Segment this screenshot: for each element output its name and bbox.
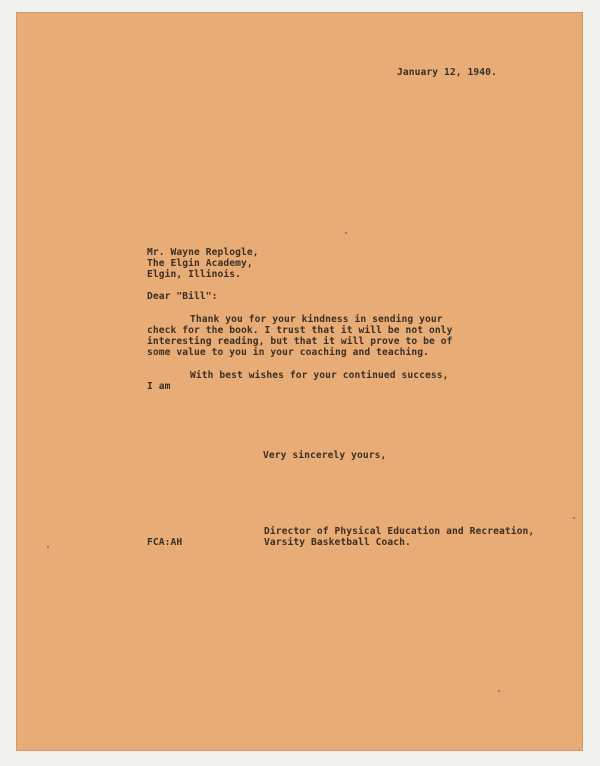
letter-date: January 12, 1940. [397, 67, 497, 78]
signer-title: Varsity Basketball Coach. [264, 537, 411, 548]
body-line: some value to you in your coaching and teaching. [147, 347, 430, 358]
salutation: Dear "Bill": [147, 291, 218, 302]
address-line-institution: The Elgin Academy, [147, 258, 253, 269]
reference-initials: FCA:AH [147, 537, 183, 548]
paper-speck [47, 546, 49, 548]
paper-speck [498, 690, 500, 692]
body-line: interesting reading, but that it will prove to be of [147, 336, 453, 347]
paper-speck [345, 232, 347, 234]
paper-speck [573, 517, 575, 519]
i-am-line: I am [147, 381, 171, 392]
body-line: Thank you for your kindness in sending your [190, 314, 443, 325]
best-wishes-line: With best wishes for your continued success, [190, 370, 449, 381]
complimentary-closing: Very sincerely yours, [263, 450, 387, 461]
letter-page [16, 12, 583, 751]
address-line-name: Mr. Wayne Replogle, [147, 247, 259, 258]
body-line: check for the book. I trust that it will be not only [147, 325, 453, 336]
address-line-city: Elgin, Illinois. [147, 269, 242, 280]
signer-title: Director of Physical Education and Recreation, [264, 526, 535, 537]
